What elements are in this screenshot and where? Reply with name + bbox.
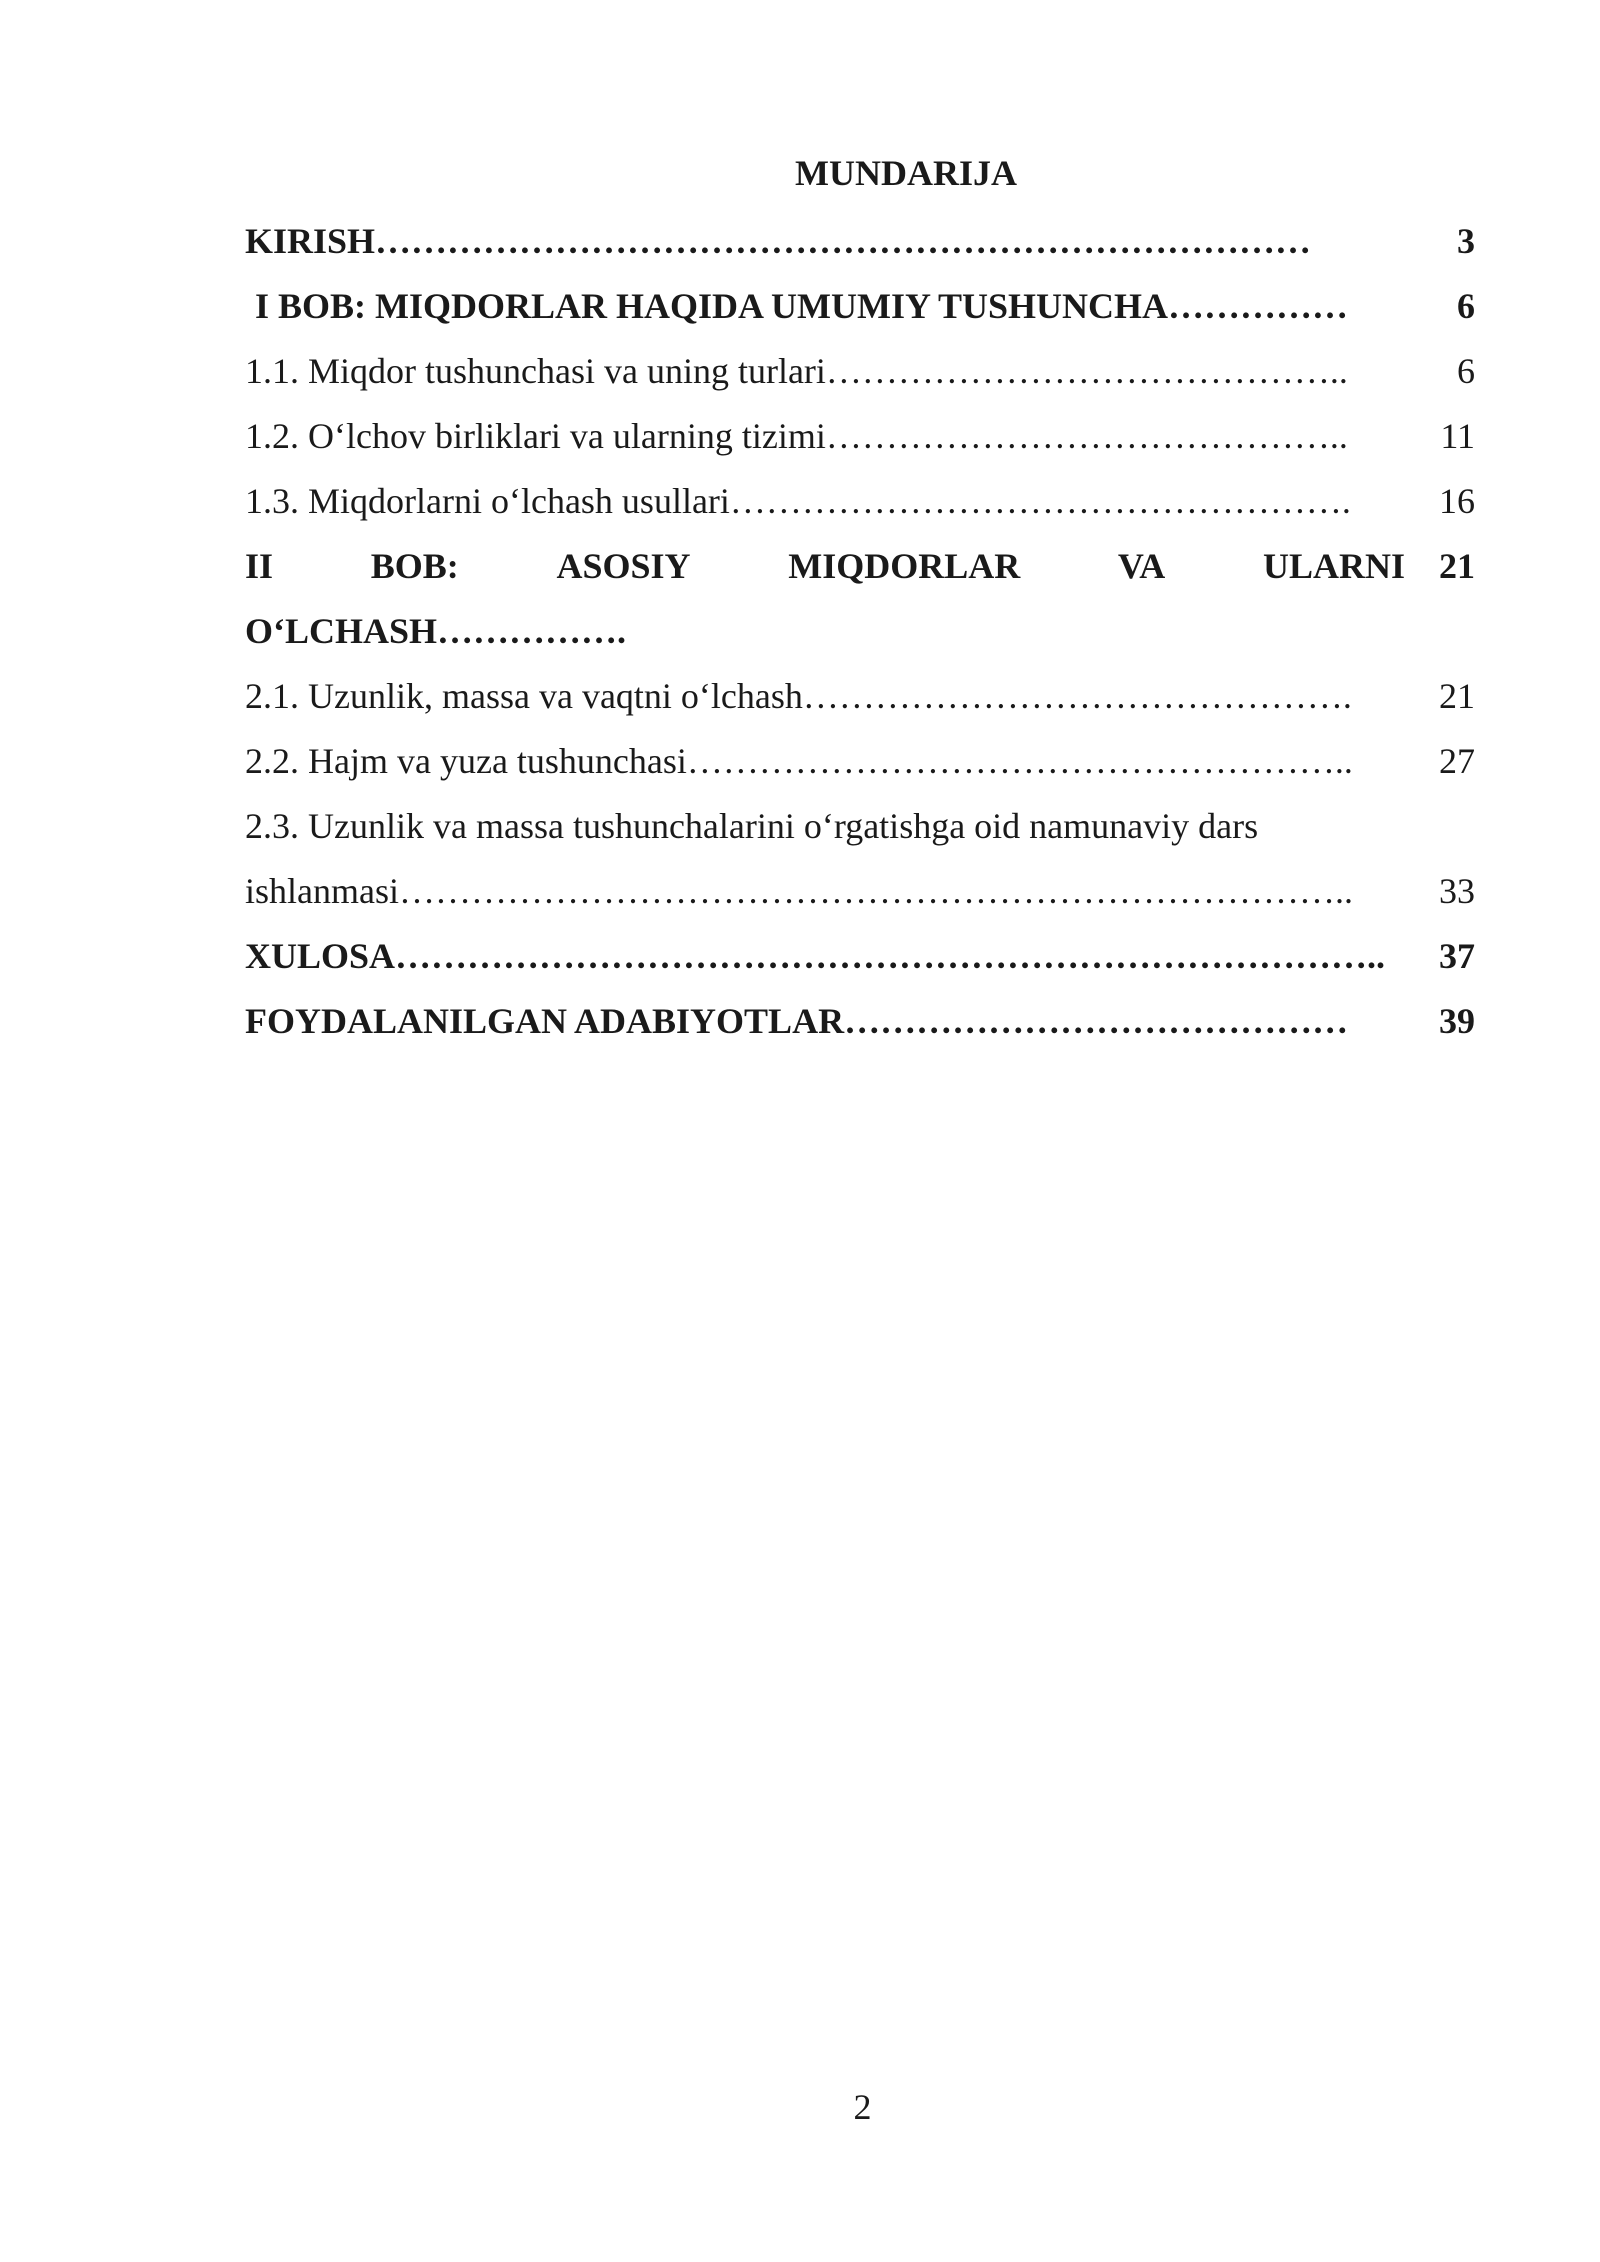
toc-entry-xulosa[interactable] bbox=[245, 931, 1475, 996]
toc-entry-kirish[interactable] bbox=[245, 216, 1475, 281]
toc-entry-label: 2.1. Uzunlik, massa va vaqtni o‘lchash………………………………………. bbox=[245, 676, 1352, 716]
toc-entry-chapter-2[interactable] bbox=[245, 541, 1475, 606]
toc-word: BOB: bbox=[370, 546, 459, 586]
toc-entry-label: 1.1. Miqdor tushunchasi va uning turlari…………………………………….. bbox=[245, 351, 1348, 391]
toc-entry-page: 3 bbox=[1457, 221, 1475, 261]
toc-entry-label: KIRISH…………………………………………………………………… bbox=[245, 221, 1312, 261]
toc-entry-page: 27 bbox=[1439, 741, 1475, 781]
toc-word: ULARNI bbox=[1262, 546, 1405, 586]
toc-word: MIQDORLAR bbox=[788, 546, 1021, 586]
table-of-contents bbox=[245, 216, 1475, 1061]
toc-entry-page: 37 bbox=[1439, 936, 1475, 976]
toc-entry-label bbox=[245, 541, 1405, 591]
toc-word: ASOSIY bbox=[556, 546, 691, 586]
toc-entry-label: XULOSA……………………………………………………………………….. bbox=[245, 936, 1386, 976]
toc-entry-page: 21 bbox=[1439, 546, 1475, 586]
toc-entry-1-3[interactable] bbox=[245, 476, 1475, 541]
toc-entry-page: 33 bbox=[1439, 871, 1475, 911]
toc-entry-2-3-continued[interactable] bbox=[245, 866, 1475, 931]
toc-entry-bibliography[interactable] bbox=[245, 996, 1475, 1061]
toc-entry-1-1[interactable] bbox=[245, 346, 1475, 411]
toc-title: MUNDARIJA bbox=[795, 153, 1017, 193]
toc-word: II bbox=[245, 546, 274, 586]
page-number: 2 bbox=[853, 2087, 872, 2127]
toc-entry-2-2[interactable] bbox=[245, 736, 1475, 801]
toc-entry-label: 2.2. Hajm va yuza tushunchasi……………………………………………….. bbox=[245, 741, 1353, 781]
toc-entry-label: 1.3. Miqdorlarni o‘lchash usullari……………………………………………. bbox=[245, 481, 1351, 521]
toc-entry-page: 6 bbox=[1457, 351, 1475, 391]
toc-entry-page: 16 bbox=[1439, 481, 1475, 521]
toc-entry-page: 39 bbox=[1439, 1001, 1475, 1041]
toc-entry-chapter-2-continued[interactable] bbox=[245, 606, 1475, 671]
toc-entry-page: 11 bbox=[1440, 416, 1475, 456]
toc-entry-label: FOYDALANILGAN ADABIYOTLAR…………………………………… bbox=[245, 1001, 1349, 1041]
toc-word: VA bbox=[1117, 546, 1166, 586]
toc-entry-label: I BOB: MIQDORLAR HAQIDA UMUMIY TUSHUNCHA…………… bbox=[255, 286, 1349, 326]
toc-entry-1-2[interactable] bbox=[245, 411, 1475, 476]
toc-entry-page: 6 bbox=[1457, 286, 1475, 326]
toc-entry-2-1[interactable] bbox=[245, 671, 1475, 736]
toc-entry-page: 21 bbox=[1439, 676, 1475, 716]
toc-entry-label: O‘LCHASH……………. bbox=[245, 611, 627, 651]
toc-entry-label: 2.3. Uzunlik va massa tushunchalarini o‘rgatishga oid namunaviy dars bbox=[245, 806, 1259, 846]
toc-entry-chapter-1[interactable] bbox=[245, 281, 1475, 346]
toc-entry-label: ishlanmasi…………………………………………………………………….. bbox=[245, 871, 1353, 911]
toc-entry-2-3[interactable] bbox=[245, 801, 1475, 866]
toc-entry-label: 1.2. O‘lchov birliklari va ularning tizimi…………………………………….. bbox=[245, 416, 1348, 456]
